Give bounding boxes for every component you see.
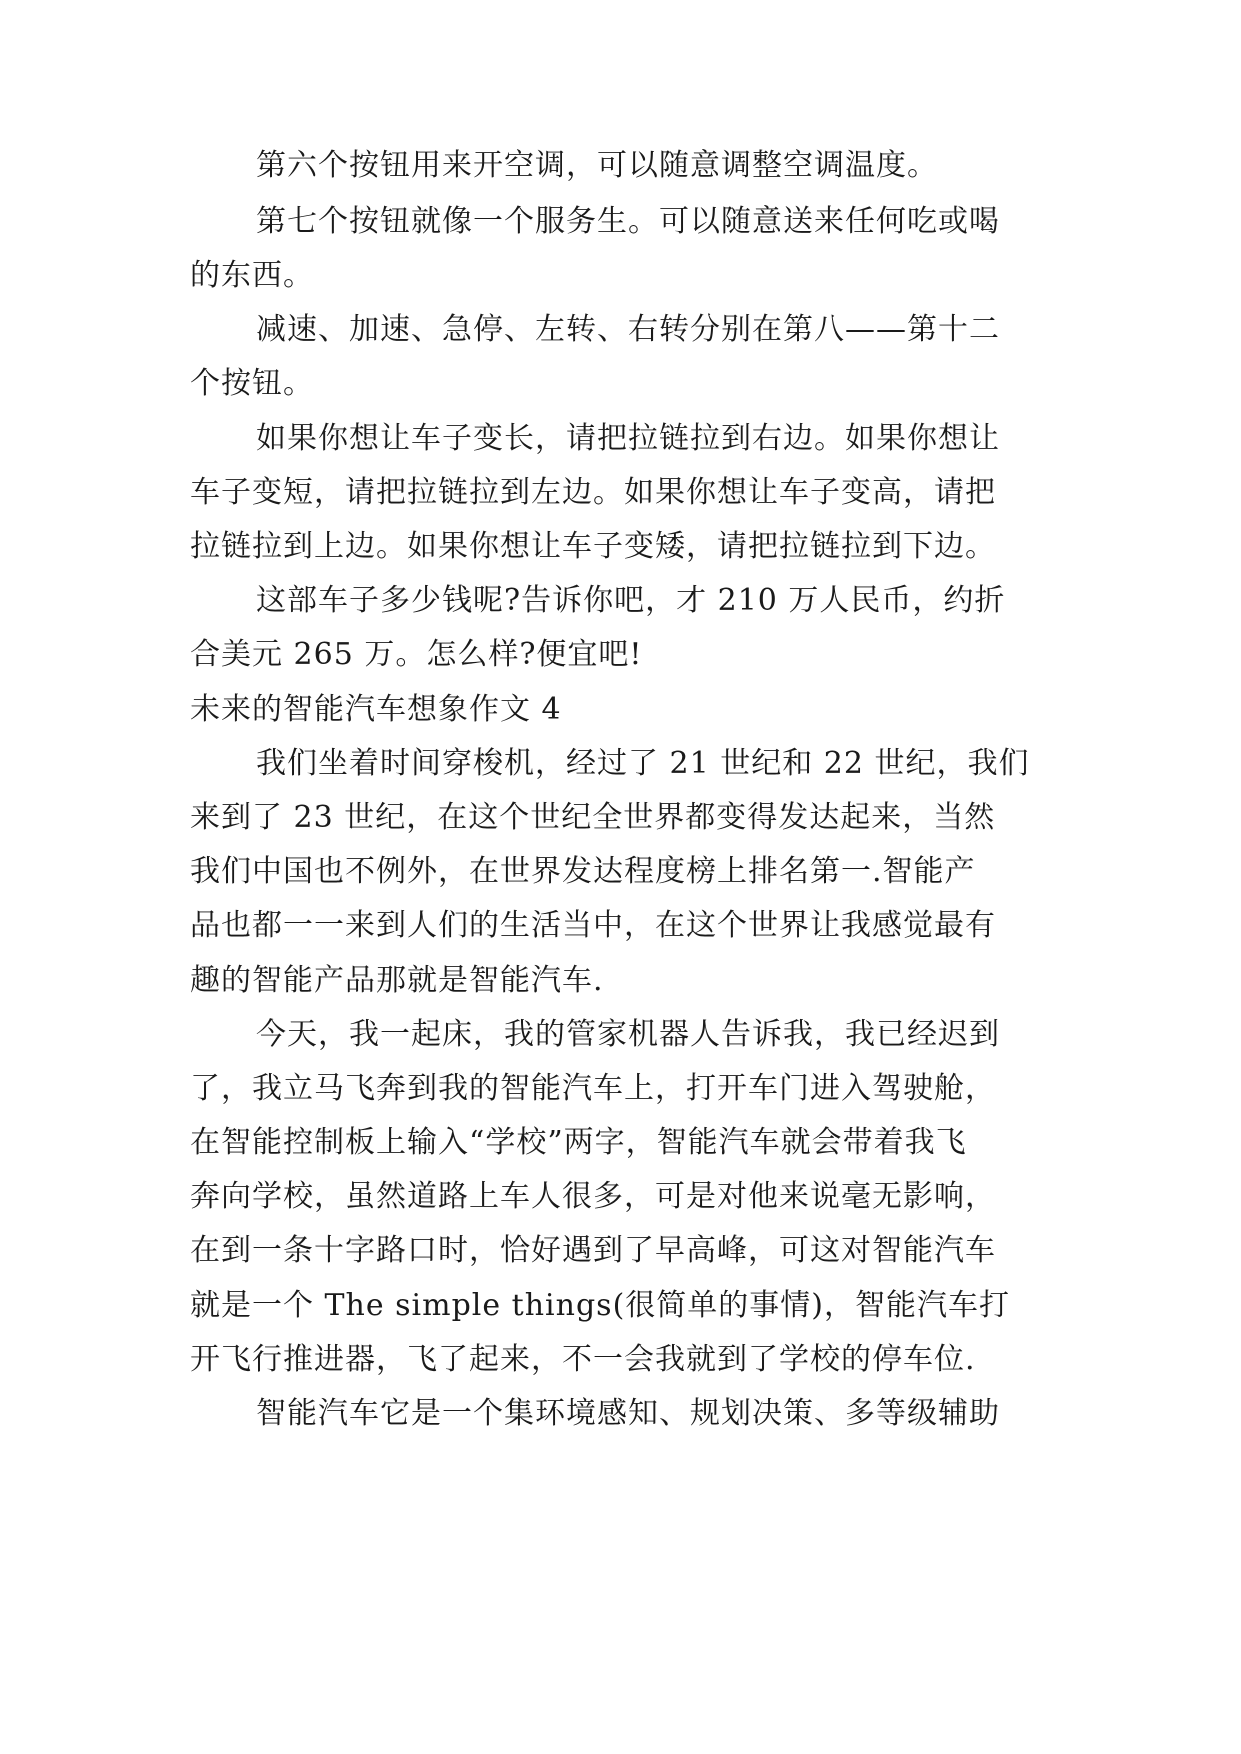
paragraph-line: 车子变短，请把拉链拉到左边。如果你想让车子变高，请把 xyxy=(190,475,996,510)
paragraph-line: 奔向学校，虽然道路上车人很多，可是对他来说毫无影响， xyxy=(190,1179,996,1214)
paragraph-line: 合美元 265 万。怎么样?便宜吧! xyxy=(190,637,643,672)
paragraph-line: 减速、加速、急停、左转、右转分别在第八——第十二 xyxy=(256,312,1000,347)
paragraph-line: 品也都一一来到人们的生活当中，在这个世界让我感觉最有 xyxy=(190,908,996,943)
paragraph-line: 第七个按钮就像一个服务生。可以随意送来任何吃或喝 xyxy=(256,204,1000,239)
paragraph-line: 这部车子多少钱呢?告诉你吧，才 210 万人民币，约折 xyxy=(256,583,1006,618)
paragraph-line: 的东西。 xyxy=(190,258,314,293)
paragraph-line: 今天，我一起床，我的管家机器人告诉我，我已经迟到 xyxy=(256,1017,1000,1052)
paragraph-line: 如果你想让车子变长，请把拉链拉到右边。如果你想让 xyxy=(256,421,1000,456)
paragraph-line: 第六个按钮用来开空调，可以随意调整空调温度。 xyxy=(256,148,938,183)
paragraph-line: 在到一条十字路口时，恰好遇到了早高峰，可这对智能汽车 xyxy=(190,1233,996,1268)
paragraph-line: 了，我立马飞奔到我的智能汽车上，打开车门进入驾驶舱， xyxy=(190,1071,996,1106)
paragraph-line: 个按钮。 xyxy=(190,366,314,401)
section-heading: 未来的智能汽车想象作文 4 xyxy=(190,692,562,727)
paragraph-line: 我们中国也不例外，在世界发达程度榜上排名第一.智能产 xyxy=(190,854,976,889)
paragraph-line: 在智能控制板上输入“学校”两字，智能汽车就会带着我飞 xyxy=(190,1125,967,1160)
paragraph-line: 智能汽车它是一个集环境感知、规划决策、多等级辅助 xyxy=(256,1396,1000,1431)
paragraph-line: 来到了 23 世纪，在这个世纪全世界都变得发达起来，当然 xyxy=(190,800,996,835)
paragraph-line: 拉链拉到上边。如果你想让车子变矮，请把拉链拉到下边。 xyxy=(190,529,996,564)
paragraph-line: 就是一个 The simple things(很简单的事情)，智能汽车打 xyxy=(190,1288,1010,1323)
paragraph-line: 趣的智能产品那就是智能汽车. xyxy=(190,963,604,998)
paragraph-line: 开飞行推进器，飞了起来，不一会我就到了学校的停车位. xyxy=(190,1342,976,1377)
paragraph-line: 我们坐着时间穿梭机，经过了 21 世纪和 22 世纪，我们 xyxy=(256,746,1030,781)
